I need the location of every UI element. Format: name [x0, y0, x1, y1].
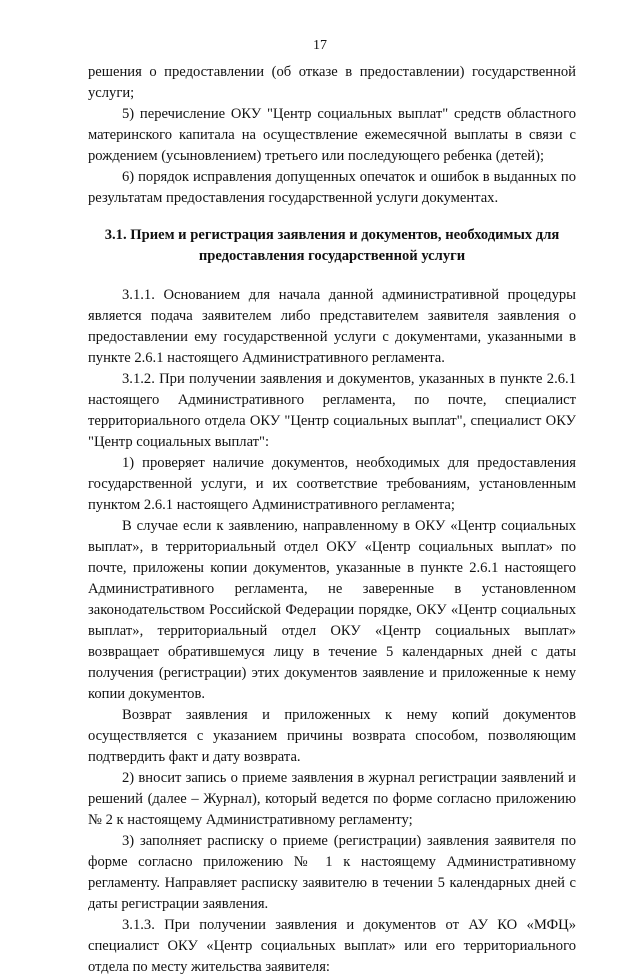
paragraph: 3.1.2. При получении заявления и документов, указанных в пункте 2.6.1 настоящего Административного регламента, по почте, специалист территориального отдела ОКУ "Центр социальных выплат", специалист ОКУ "Центр социальных выплат": — [88, 371, 576, 450]
paragraph: 3) заполняет расписку о приеме (регистрации) заявления заявителя по форме согласно приложению № 1 к настоящему Административному регламенту. Направляет расписку заявителю в течении 5 календарных дней с даты регистрации заявления. — [88, 833, 576, 912]
paragraph: 2) вносит запись о приеме заявления в журнал регистрации заявлений и решений (далее – Журнал), который ведется по форме согласно приложению № 2 к настоящему Административному регламенту; — [88, 770, 576, 828]
paragraph: 1) проверяет наличие документов, необходимых для предоставления государственной услуги, и их соответствие требованиям, установленным пунктом 2.6.1 настоящего Административного регламента; — [88, 455, 576, 513]
paragraph: 3.1.1. Основанием для начала данной административной процедуры является подача заявителем либо представителем заявителя заявления о предоставлении ему государственной услуги с документами, указанными в пункте 2.6.1 настоящего Административного регламента. — [88, 287, 576, 366]
paragraph: 3.1.3. При получении заявления и документов от АУ КО «МФЦ» специалист ОКУ «Центр социальных выплат» или его территориального отдела по месту жительства заявителя: — [88, 917, 576, 975]
paragraph: решения о предоставлении (об отказе в предоставлении) государственной услуги; — [88, 64, 576, 101]
document-body — [88, 62, 576, 978]
section-heading: 3.1. Прием и регистрация заявления и документов, необходимых для предоставления государственной услуги — [104, 227, 560, 264]
paragraph: 6) порядок исправления допущенных опечаток и ошибок в выданных по результатам предоставления государственной услуги документах. — [88, 169, 576, 206]
page-number: 17 — [313, 38, 327, 53]
paragraph: 5) перечисление ОКУ "Центр социальных выплат" средств областного материнского капитала на осуществление ежемесячной выплаты в связи с рождением (усыновлением) третьего или последующего ребенка (детей); — [88, 106, 576, 164]
paragraph: Возврат заявления и приложенных к нему копий документов осуществляется с указанием причины возврата способом, позволяющим подтвердить факт и дату возврата. — [88, 707, 576, 765]
paragraph: В случае если к заявлению, направленному в ОКУ «Центр социальных выплат», в территориальный отдел ОКУ «Центр социальных выплат» по почте, приложены копии документов, указанные в пункте 2.6.1 настоящего Административного регламента, не заверенные в установленном законодательством Российской Федерации порядке, ОКУ «Центр социальных выплат», территориальный отдел ОКУ «Центр социальных выплат» возвращает обратившемуся лицу в течение 5 календарных дней с даты получения (регистрации) этих документов заявление и приложенные к нему копии документов. — [88, 518, 576, 702]
